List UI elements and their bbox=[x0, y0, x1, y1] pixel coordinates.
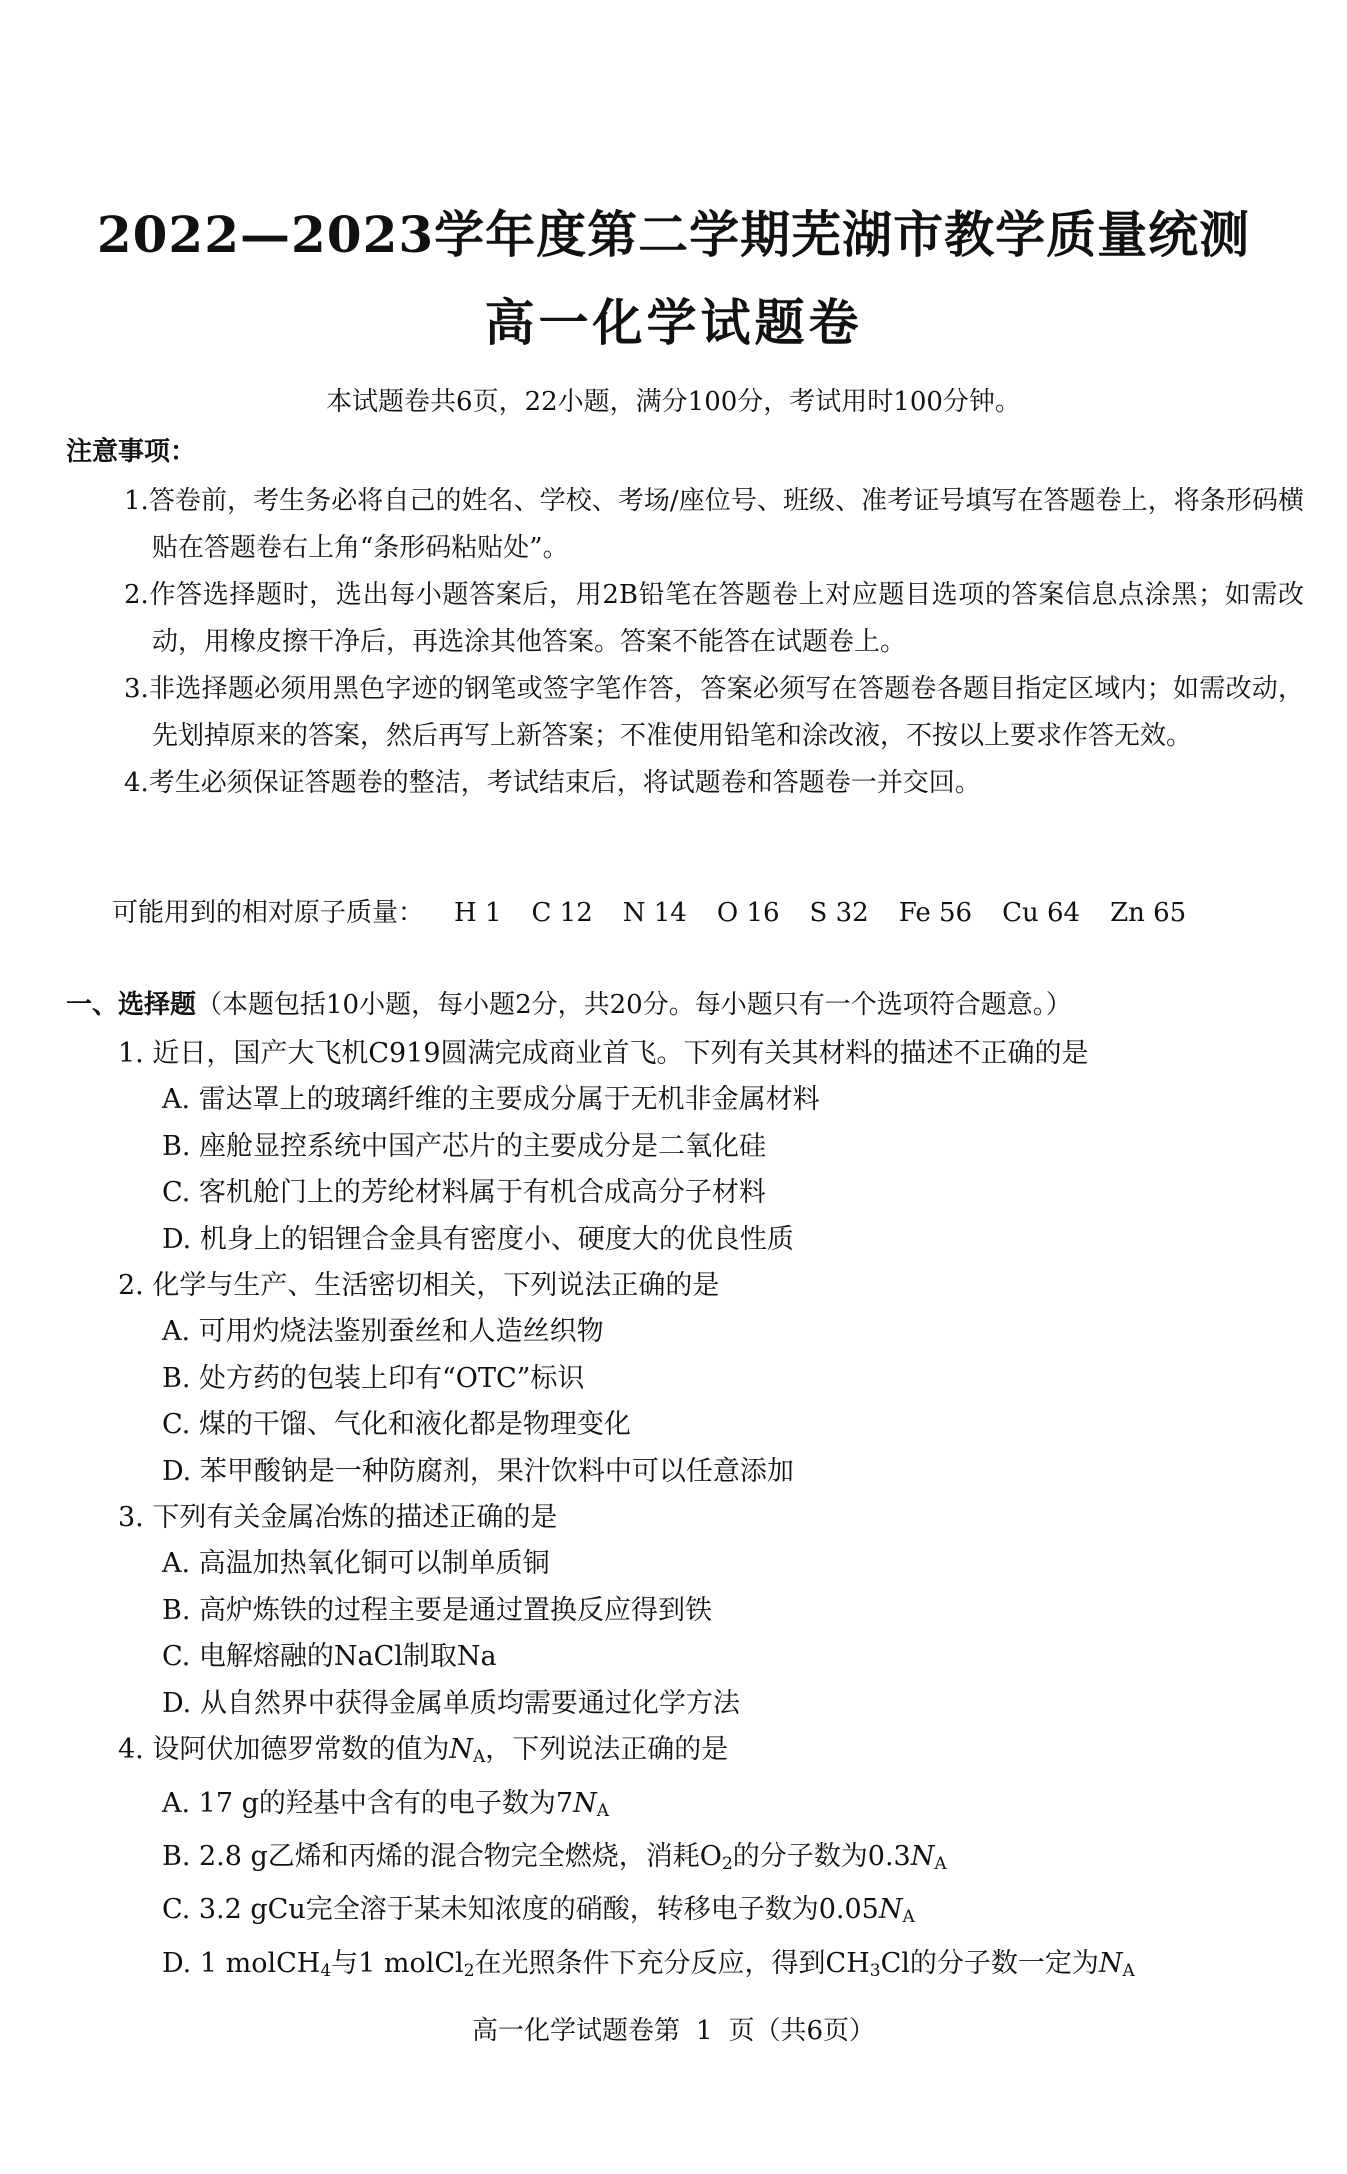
avogadro-subscript: A bbox=[934, 1853, 947, 1874]
question-1-option-b: B. 座舱显控系统中国产芯片的主要成分是二氧化硅 bbox=[162, 1130, 767, 1162]
mass-h: H 1 bbox=[454, 898, 502, 928]
option-d-text-3: 在光照条件下充分反应，得到CH bbox=[474, 1947, 870, 1979]
exam-subtitle: 高一化学试题卷 bbox=[484, 294, 863, 352]
option-d-text-2: 与1 molCl bbox=[331, 1947, 464, 1979]
option-d-text-4: Cl的分子数一定为 bbox=[880, 1947, 1099, 1979]
option-c-text: C. 3.2 gCu完全溶于某未知浓度的硝酸，转移电子数为0.05 bbox=[162, 1894, 879, 1926]
atomic-masses bbox=[112, 893, 1186, 933]
avogadro-symbol: N bbox=[878, 1894, 903, 1926]
section-heading bbox=[66, 985, 1072, 1025]
question-2-option-a: A. 可用灼烧法鉴别蚕丝和人造丝织物 bbox=[162, 1316, 604, 1348]
question-2-option-c: C. 煤的干馏、气化和液化都是物理变化 bbox=[162, 1409, 631, 1441]
section-title: 一、选择题 bbox=[66, 990, 197, 1020]
option-a-text: A. 17 g的羟基中含有的电子数为7 bbox=[162, 1787, 574, 1819]
question-3-option-a: A. 高温加热氧化铜可以制单质铜 bbox=[162, 1548, 550, 1580]
mass-fe: Fe 56 bbox=[898, 898, 973, 928]
question-3-option-c: C. 电解熔融的NaCl制取Na bbox=[162, 1641, 497, 1673]
notice-heading: 注意事项： bbox=[66, 437, 197, 467]
avogadro-subscript: A bbox=[596, 1800, 609, 1821]
ch4-subscript: 4 bbox=[320, 1960, 332, 1981]
mass-n: N 14 bbox=[622, 898, 687, 928]
mass-zn: Zn 65 bbox=[1110, 898, 1187, 928]
question-2-option-d: D. 苯甲酸钠是一种防腐剂，果汁饮料中可以任意添加 bbox=[162, 1455, 794, 1487]
exam-title: 2022—2023学年度第二学期芜湖市教学质量统测 bbox=[96, 205, 1251, 264]
option-d-text: D. 1 molCH bbox=[162, 1947, 321, 1979]
notice-item-4: 4.考生必须保证答题卷的整洁，考试结束后，将试题卷和答题卷一并交回。 bbox=[124, 768, 981, 798]
ch3cl-subscript: 3 bbox=[869, 1960, 881, 1981]
avogadro-symbol: N bbox=[449, 1734, 473, 1766]
question-1-stem: 1. 近日，国产大飞机C919圆满完成商业首飞。下列有关其材料的描述不正确的是 bbox=[118, 1038, 1089, 1069]
question-3-stem: 3. 下列有关金属冶炼的描述正确的是 bbox=[118, 1502, 558, 1534]
atomic-masses-label: 可能用到的相对原子质量： bbox=[112, 898, 425, 928]
question-3-option-d: D. 从自然界中获得金属单质均需要通过化学方法 bbox=[162, 1687, 740, 1719]
avogadro-symbol: N bbox=[573, 1787, 597, 1819]
question-4-option-c bbox=[118, 1887, 1268, 1940]
mass-s: S 32 bbox=[809, 898, 869, 928]
notice-item-1: 1.答卷前，考生务必将自己的姓名、学校、考场/座位号、班级、准考证号填写在答题卷上，将条形码横贴在答题卷右上角“条形码粘贴处”。 bbox=[124, 486, 1304, 563]
question-4-stem-text: 4. 设阿伏加德罗常数的值为 bbox=[118, 1734, 450, 1766]
exam-intro: 本试题卷共6页，22小题，满分100分，考试用时100分钟。 bbox=[326, 387, 1021, 417]
question-1-option-c: C. 客机舱门上的芳纶材料属于有机合成高分子材料 bbox=[162, 1177, 766, 1209]
question-4-option-d bbox=[118, 1941, 1268, 1994]
avogadro-subscript: A bbox=[902, 1907, 915, 1928]
mass-c: C 12 bbox=[531, 898, 593, 928]
option-b-text: B. 2.8 g乙烯和丙烯的混合物完全燃烧，消耗O bbox=[162, 1840, 722, 1872]
question-4-stem bbox=[118, 1727, 1268, 1780]
footer-suffix: 页（共6页） bbox=[728, 2016, 876, 2046]
question-1-option-d: D. 机身上的铝锂合金具有密度小、硬度大的优良性质 bbox=[162, 1223, 794, 1255]
o2-subscript: 2 bbox=[721, 1853, 733, 1874]
question-list bbox=[118, 1031, 1268, 1994]
question-4-option-b bbox=[118, 1834, 1268, 1887]
footer-prefix: 高一化学试题卷第 bbox=[471, 2016, 680, 2046]
footer-page-number: 1 bbox=[695, 2016, 713, 2046]
section-description: （本题包括10小题，每小题2分，共20分。每小题只有一个选项符合题意。） bbox=[196, 990, 1072, 1020]
question-3-option-b: B. 高炉炼铁的过程主要是通过置换反应得到铁 bbox=[162, 1594, 713, 1626]
cl2-subscript: 2 bbox=[463, 1960, 475, 1981]
avogadro-subscript: A bbox=[1122, 1960, 1135, 1981]
notice-item-3: 3.非选择题必须用黑色字迹的钢笔或签字笔作答，答案必须写在答题卷各题目指定区域内；如需改动，先划掉原来的答案，然后再写上新答案；不准使用铅笔和涂改液，不按以上要求作答无效。 bbox=[124, 674, 1304, 751]
question-1-option-a: A. 雷达罩上的玻璃纤维的主要成分属于无机非金属材料 bbox=[162, 1084, 820, 1116]
notice-item-2: 2.作答选择题时，选出每小题答案后，用2B铅笔在答题卷上对应题目选项的答案信息点涂黑；如需改动，用橡皮擦干净后，再选涂其他答案。答案不能答在试题卷上。 bbox=[124, 580, 1304, 657]
notice-list bbox=[124, 478, 1304, 807]
option-b-text-tail: 的分子数为0.3 bbox=[732, 1840, 911, 1872]
mass-cu: Cu 64 bbox=[1002, 898, 1081, 928]
mass-o: O 16 bbox=[716, 898, 780, 928]
avogadro-symbol: N bbox=[1098, 1947, 1123, 1979]
question-4-option-a bbox=[118, 1781, 1268, 1834]
avogadro-subscript: A bbox=[472, 1747, 486, 1768]
question-2-stem: 2. 化学与生产、生活密切相关，下列说法正确的是 bbox=[118, 1270, 720, 1302]
question-4-stem-tail: ，下列说法正确的是 bbox=[485, 1734, 729, 1766]
question-2-option-b: B. 处方药的包装上印有“OTC”标识 bbox=[162, 1362, 585, 1394]
avogadro-symbol: N bbox=[910, 1840, 935, 1872]
page-footer bbox=[0, 2011, 1347, 2051]
